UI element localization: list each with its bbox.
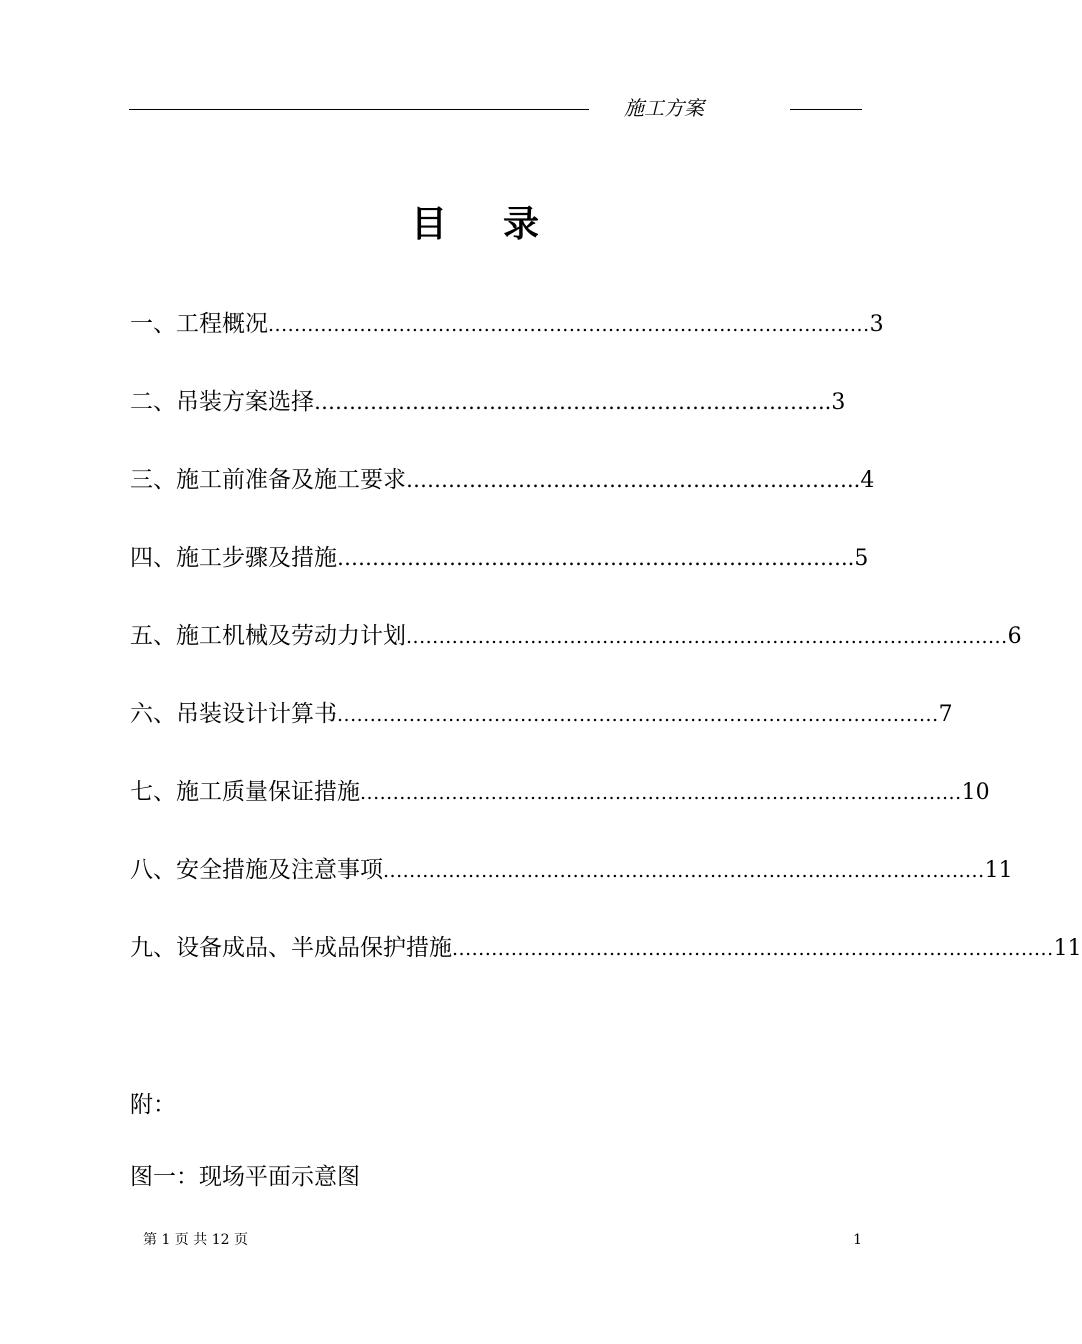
header-rule-left <box>129 109 589 110</box>
toc-entry[interactable] <box>130 774 990 810</box>
appendix-label: 附： <box>130 1092 176 1118</box>
toc-entry-page: 5 <box>854 546 869 571</box>
toc-entry[interactable] <box>130 930 1082 966</box>
toc-entry-leader: ............................................................................................ <box>268 314 870 336</box>
toc-entry-label: 一、工程概况 <box>130 311 268 337</box>
toc-entry-page: 7 <box>938 702 953 727</box>
toc-entry-leader: ............................................................................................ <box>383 860 985 882</box>
toc-entry-label: 三、施工前准备及施工要求 <box>130 467 406 493</box>
header-title: 施工方案 <box>624 96 704 120</box>
toc-entry-label: 七、施工质量保证措施 <box>130 779 360 805</box>
header-rule-right <box>790 109 862 110</box>
toc-entry-label: 四、施工步骤及措施 <box>130 545 337 571</box>
appendix-item: 图一：现场平面示意图 <box>130 1164 360 1190</box>
toc-entry[interactable] <box>130 306 884 342</box>
toc-entry-label: 六、吊装设计计算书 <box>130 701 337 727</box>
toc-entry[interactable] <box>130 462 875 498</box>
toc-entry-leader: ............................................................................................ <box>360 782 962 804</box>
document-title: 目录 <box>410 203 595 245</box>
toc-entry-leader: ............................................................................................ <box>452 938 1054 960</box>
footer-page-info: 第 1 页 共 12 页 <box>143 1232 248 1248</box>
toc-entry-page: 11 <box>1053 936 1082 961</box>
toc-entry-label: 二、吊装方案选择 <box>130 389 314 415</box>
toc-entry-leader: ............................................................................................ <box>406 626 1008 648</box>
toc-entry[interactable] <box>130 540 869 576</box>
toc-entry-leader: ............................................................................................ <box>337 704 939 726</box>
toc-entry-page: 6 <box>1007 624 1022 649</box>
toc-entry[interactable] <box>130 384 846 420</box>
toc-entry-label: 八、安全措施及注意事项 <box>130 857 383 883</box>
toc-entry-label: 五、施工机械及劳动力计划 <box>130 623 406 649</box>
toc-entry-page: 3 <box>869 312 884 337</box>
toc-entry[interactable] <box>130 852 1013 888</box>
toc-entry-leader: ……………………………………………………………….. <box>337 546 855 570</box>
footer-page-number: 1 <box>853 1232 862 1248</box>
toc-entry-page: 11 <box>984 858 1013 883</box>
toc-entry-page: 3 <box>831 390 846 415</box>
toc-entry[interactable] <box>130 696 953 732</box>
toc-entry-page: 10 <box>961 780 990 805</box>
toc-entry-leader: ……………………………………………………….. <box>406 468 861 492</box>
toc-entry[interactable] <box>130 618 1022 654</box>
toc-entry-label: 九、设备成品、半成品保护措施 <box>130 935 452 961</box>
toc-entry-page: 4 <box>860 468 875 493</box>
toc-entry-leader: ……………………………………………………………….. <box>314 390 832 414</box>
